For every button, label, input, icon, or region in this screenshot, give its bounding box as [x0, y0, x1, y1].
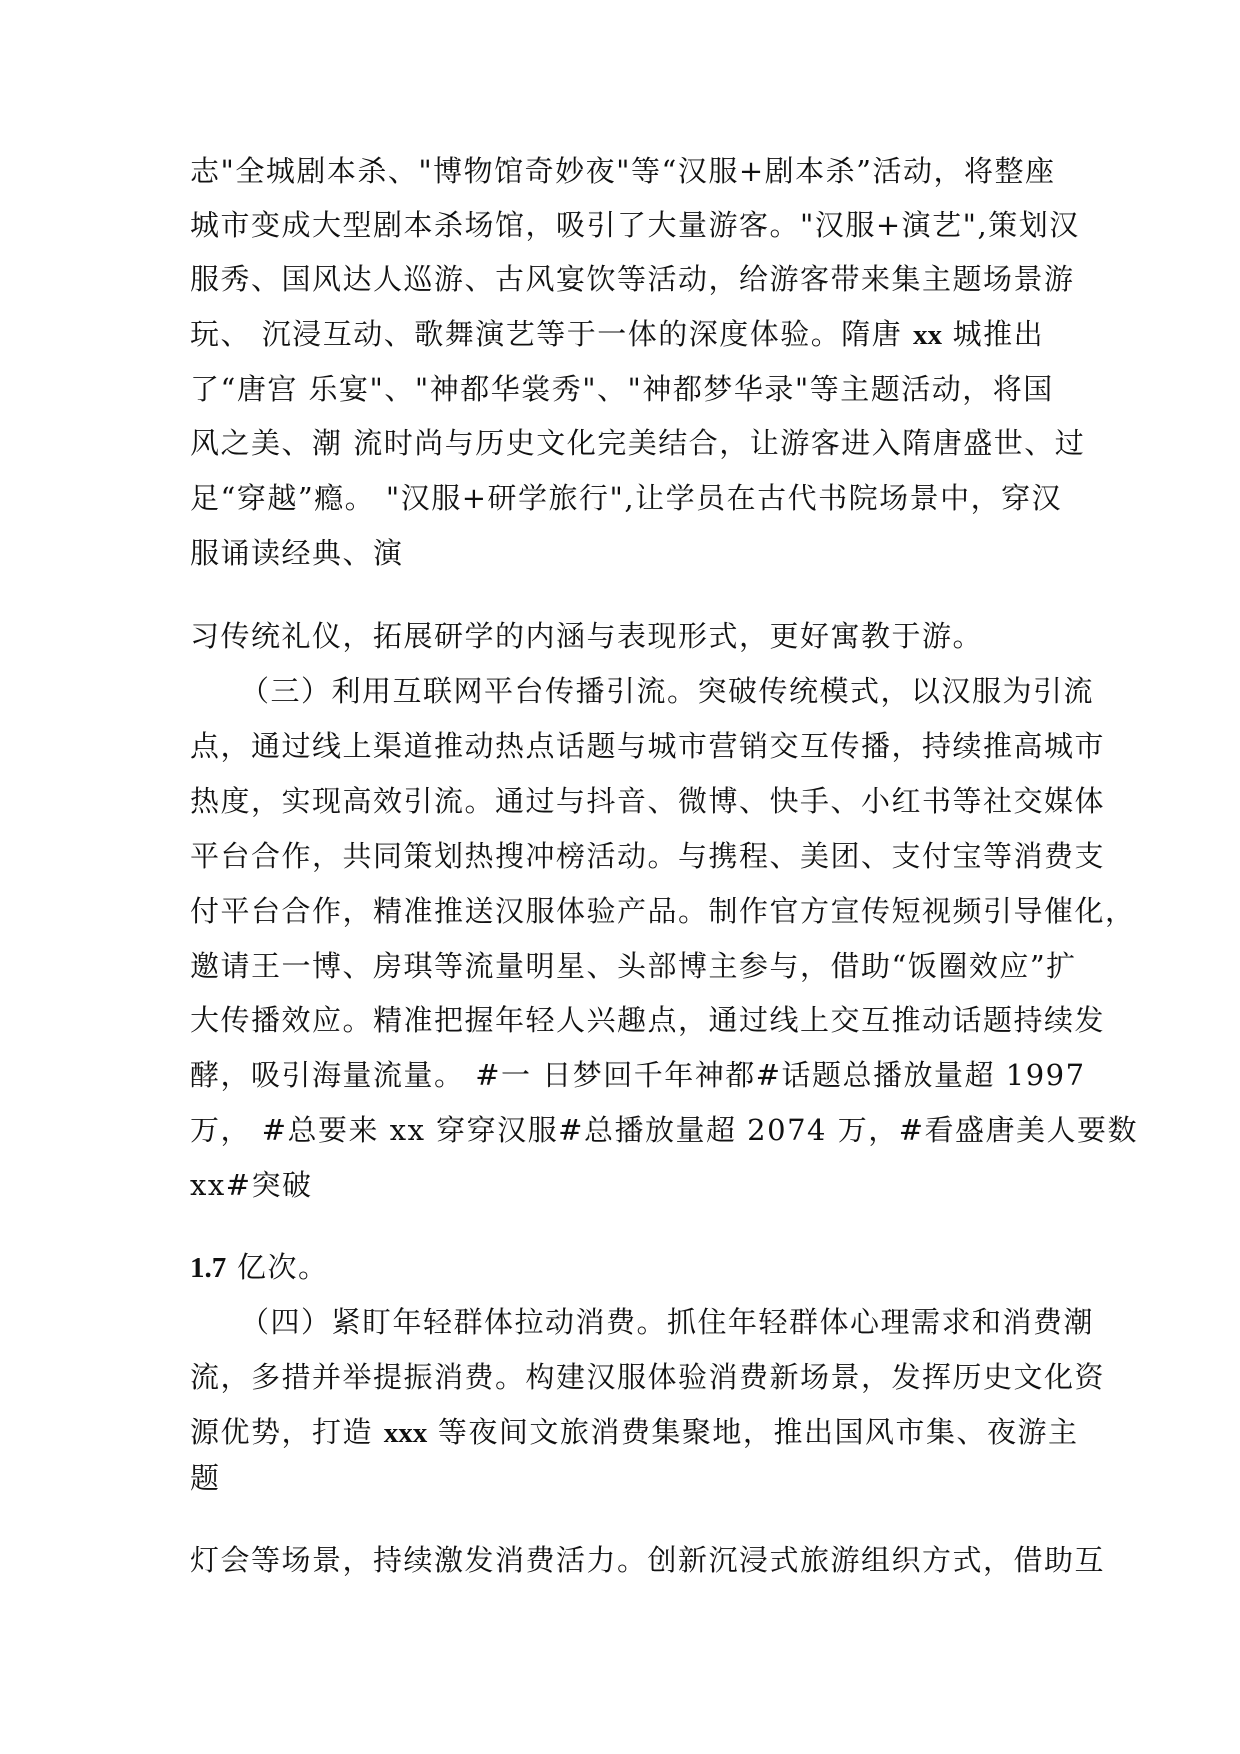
section-heading-3: （三）利用互联网平台传播引流。突破传统模式，以汉服为引流	[240, 674, 1095, 708]
body-line: 流，多措并举提振消费。构建汉服体验消费新场景，发挥历史文化资	[190, 1360, 1106, 1394]
body-line: 邀请王一博、房琪等流量明星、头部博主参与，借助“饭圈效应”扩	[190, 949, 1077, 983]
body-line: 服秀、国风达人巡游、古风宴饮等活动，给游客带来集主题场景游	[190, 262, 1075, 296]
body-line: 1.7 亿次。	[190, 1250, 329, 1284]
body-line: 城市变成大型剧本杀场馆，吸引了大量游客。"汉服+演艺",策划汉	[190, 208, 1080, 242]
body-line: 题	[190, 1461, 221, 1495]
body-line: 灯会等场景，持续激发消费活力。创新沉浸式旅游组织方式，借助互	[190, 1543, 1106, 1577]
bold-placeholder: xx	[912, 319, 942, 351]
body-line: 付平台合作，精准推送汉服体验产品。制作官方宣传短视频引导催化，	[190, 894, 1136, 928]
body-line: 志"全城剧本杀、"博物馆奇妙夜"等“汉服+剧本杀”活动，将整座	[190, 154, 1056, 188]
body-line: 点，通过线上渠道推动热点话题与城市营销交互传播，持续推高城市	[190, 729, 1106, 763]
body-line: 风之美、潮 流时尚与历史文化完美结合，让游客进入隋唐盛世、过	[190, 426, 1086, 460]
body-line: 平台合作，共同策划热搜冲榜活动。与携程、美团、支付宝等消费支	[190, 839, 1106, 873]
body-line: 足“穿越”瘾。 "汉服+研学旅行",让学员在古代书院场景中，穿汉	[190, 481, 1063, 515]
body-line: 玩、 沉浸互动、歌舞演艺等于一体的深度体验。隋唐 xx 城推出	[190, 317, 1045, 351]
body-line: 源优势，打造 xxx 等夜间文旅消费集聚地，推出国风市集、夜游主	[190, 1415, 1079, 1449]
body-line: 万， #总要来 xx 穿穿汉服#总播放量超 2074 万，#看盛唐美人要数	[190, 1113, 1139, 1147]
body-line: 习传统礼仪，拓展研学的内涵与表现形式，更好寓教于游。	[190, 619, 984, 653]
bold-number: 1.7	[190, 1252, 227, 1284]
body-line: xx#突破	[190, 1168, 313, 1202]
section-heading-4: （四）紧盯年轻群体拉动消费。抓住年轻群体心理需求和消费潮	[240, 1305, 1095, 1339]
body-line: 热度，实现高效引流。通过与抖音、微博、快手、小红书等社交媒体	[190, 784, 1106, 818]
body-line: 大传播效应。精准把握年轻人兴趣点，通过线上交互推动话题持续发	[190, 1003, 1106, 1037]
body-line: 了“唐宫 乐宴"、"神都华裳秀"、"神都梦华录"等主题活动，将国	[190, 372, 1054, 406]
body-line: 酵，吸引海量流量。 #一 日梦回千年神都#话题总播放量超 1997	[190, 1058, 1086, 1092]
body-line: 服诵读经典、演	[190, 536, 404, 570]
bold-placeholder: xxx	[383, 1417, 428, 1449]
